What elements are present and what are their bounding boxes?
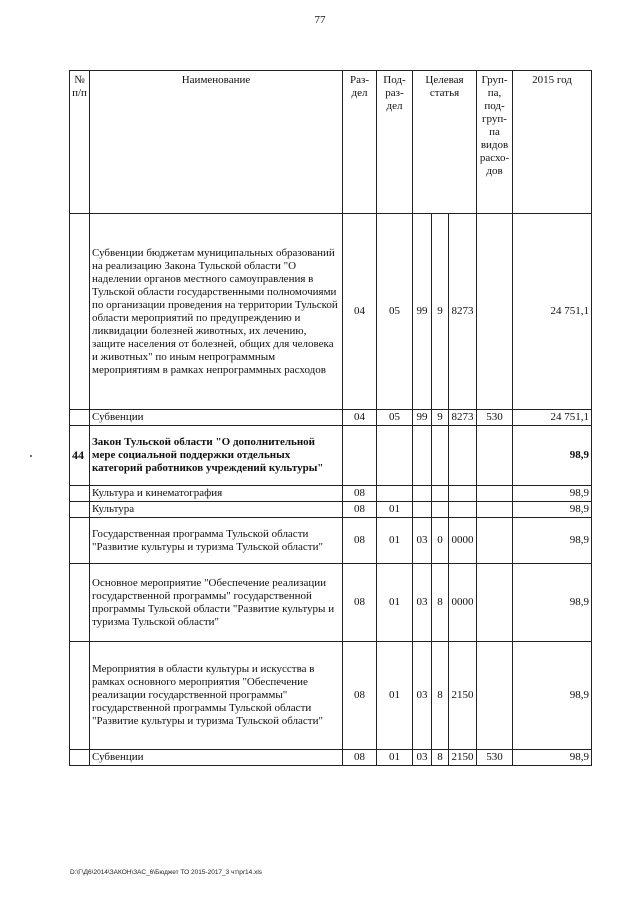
row-target-program — [413, 486, 432, 502]
row-target-subprogram — [432, 502, 449, 518]
row-razdel: 08 — [343, 564, 377, 642]
row-number — [70, 564, 90, 642]
row-number: 44 — [70, 426, 90, 486]
row-podrazdel: 05 — [377, 214, 413, 410]
row-number — [70, 750, 90, 766]
header-group: Груп-па, под-груп-па видов расхо-дов — [477, 71, 513, 214]
table-row — [70, 518, 592, 564]
table-row — [70, 502, 592, 518]
row-amount: 98,9 — [513, 750, 592, 766]
row-target-subprogram: 0 — [432, 518, 449, 564]
table-row — [70, 410, 592, 426]
row-group — [477, 426, 513, 486]
row-podrazdel: 01 — [377, 518, 413, 564]
row-number — [70, 410, 90, 426]
row-name: Культура — [90, 502, 343, 518]
table-row — [70, 486, 592, 502]
row-amount: 98,9 — [513, 486, 592, 502]
row-group — [477, 486, 513, 502]
row-razdel: 08 — [343, 502, 377, 518]
row-amount: 98,9 — [513, 642, 592, 750]
table-row — [70, 426, 592, 486]
row-amount: 98,9 — [513, 518, 592, 564]
row-target-program: 03 — [413, 518, 432, 564]
row-number — [70, 214, 90, 410]
table-row — [70, 214, 592, 410]
row-razdel: 08 — [343, 486, 377, 502]
row-target-direction — [449, 426, 477, 486]
row-name: Государственная программа Тульской области "Развитие культуры и туризма Тульской области" — [90, 518, 343, 564]
page-number: 77 — [314, 14, 326, 26]
row-target-subprogram: 9 — [432, 214, 449, 410]
row-target-subprogram: 8 — [432, 750, 449, 766]
row-target-direction: 2150 — [449, 642, 477, 750]
row-name: Субвенции бюджетам муниципальных образований на реализацию Закона Тульской области "О наделении органов местного самоуправления в Тульской области государственными полномочиями по организации проведения на территории Тульской области мероприятий по предупреждению и ликвидации болезней животных, их лечению, защите населения от болезней, общих для человека и животных" по иным непрограммным мероприятиям в рамках непрограммных расходов — [90, 214, 343, 410]
row-amount: 24 751,1 — [513, 214, 592, 410]
row-name: Субвенции — [90, 410, 343, 426]
row-target-subprogram: 8 — [432, 564, 449, 642]
row-amount: 24 751,1 — [513, 410, 592, 426]
row-number — [70, 502, 90, 518]
header-name: Наименование — [90, 71, 343, 214]
row-podrazdel: 01 — [377, 642, 413, 750]
row-group: 530 — [477, 410, 513, 426]
row-name: Субвенции — [90, 750, 343, 766]
row-amount: 98,9 — [513, 426, 592, 486]
row-razdel — [343, 426, 377, 486]
row-number — [70, 642, 90, 750]
row-group — [477, 502, 513, 518]
row-razdel: 04 — [343, 410, 377, 426]
row-name: Закон Тульской области "О дополнительной мере социальной поддержки отдельных категорий работников учреждений культуры" — [90, 426, 343, 486]
row-name: Мероприятия в области культуры и искусства в рамках основного мероприятия "Обеспечение реализации государственной программы" государственной программы Тульской области "Развитие культуры и туризма Тульской области" — [90, 642, 343, 750]
row-target-program: 03 — [413, 750, 432, 766]
row-target-subprogram — [432, 426, 449, 486]
row-target-program: 99 — [413, 410, 432, 426]
table-row — [70, 642, 592, 750]
table-row — [70, 750, 592, 766]
row-target-program — [413, 502, 432, 518]
row-group: 530 — [477, 750, 513, 766]
row-name: Основное мероприятие "Обеспечение реализации государственной программы" государственной программы Тульской области "Развитие культуры и туризма Тульской области" — [90, 564, 343, 642]
row-target-program — [413, 426, 432, 486]
row-number — [70, 486, 90, 502]
row-target-direction — [449, 502, 477, 518]
header-row — [70, 71, 592, 214]
row-podrazdel: 01 — [377, 564, 413, 642]
row-group — [477, 518, 513, 564]
row-podrazdel: 01 — [377, 502, 413, 518]
header-podrazdel: Под-раз-дел — [377, 71, 413, 214]
row-target-direction: 0000 — [449, 518, 477, 564]
row-target-direction: 8273 — [449, 214, 477, 410]
row-podrazdel — [377, 486, 413, 502]
row-target-direction: 0000 — [449, 564, 477, 642]
header-num: № п/п — [70, 71, 90, 214]
row-target-program: 03 — [413, 642, 432, 750]
header-target: Целевая статья — [413, 71, 477, 214]
row-number — [70, 518, 90, 564]
row-amount: 98,9 — [513, 502, 592, 518]
row-target-direction — [449, 486, 477, 502]
table-row — [70, 564, 592, 642]
row-target-program: 03 — [413, 564, 432, 642]
row-razdel: 08 — [343, 642, 377, 750]
header-razdel: Раз-дел — [343, 71, 377, 214]
row-target-subprogram: 9 — [432, 410, 449, 426]
row-target-direction: 2150 — [449, 750, 477, 766]
row-podrazdel — [377, 426, 413, 486]
scan-edge-mark — [30, 455, 32, 457]
row-razdel: 08 — [343, 750, 377, 766]
row-target-subprogram: 8 — [432, 642, 449, 750]
header-year: 2015 год — [513, 71, 592, 214]
row-target-direction: 8273 — [449, 410, 477, 426]
row-group — [477, 214, 513, 410]
row-group — [477, 642, 513, 750]
row-podrazdel: 05 — [377, 410, 413, 426]
row-group — [477, 564, 513, 642]
footer-file-path: D:\Г\Д6\2014\ЗАКОН\ЗАС_6\Бюджет ТО 2015-2017_3 чт\pr14.xls — [70, 869, 263, 876]
row-razdel: 04 — [343, 214, 377, 410]
row-podrazdel: 01 — [377, 750, 413, 766]
row-target-program: 99 — [413, 214, 432, 410]
row-razdel: 08 — [343, 518, 377, 564]
budget-table — [69, 70, 592, 766]
row-amount: 98,9 — [513, 564, 592, 642]
row-name: Культура и кинематография — [90, 486, 343, 502]
row-target-subprogram — [432, 486, 449, 502]
